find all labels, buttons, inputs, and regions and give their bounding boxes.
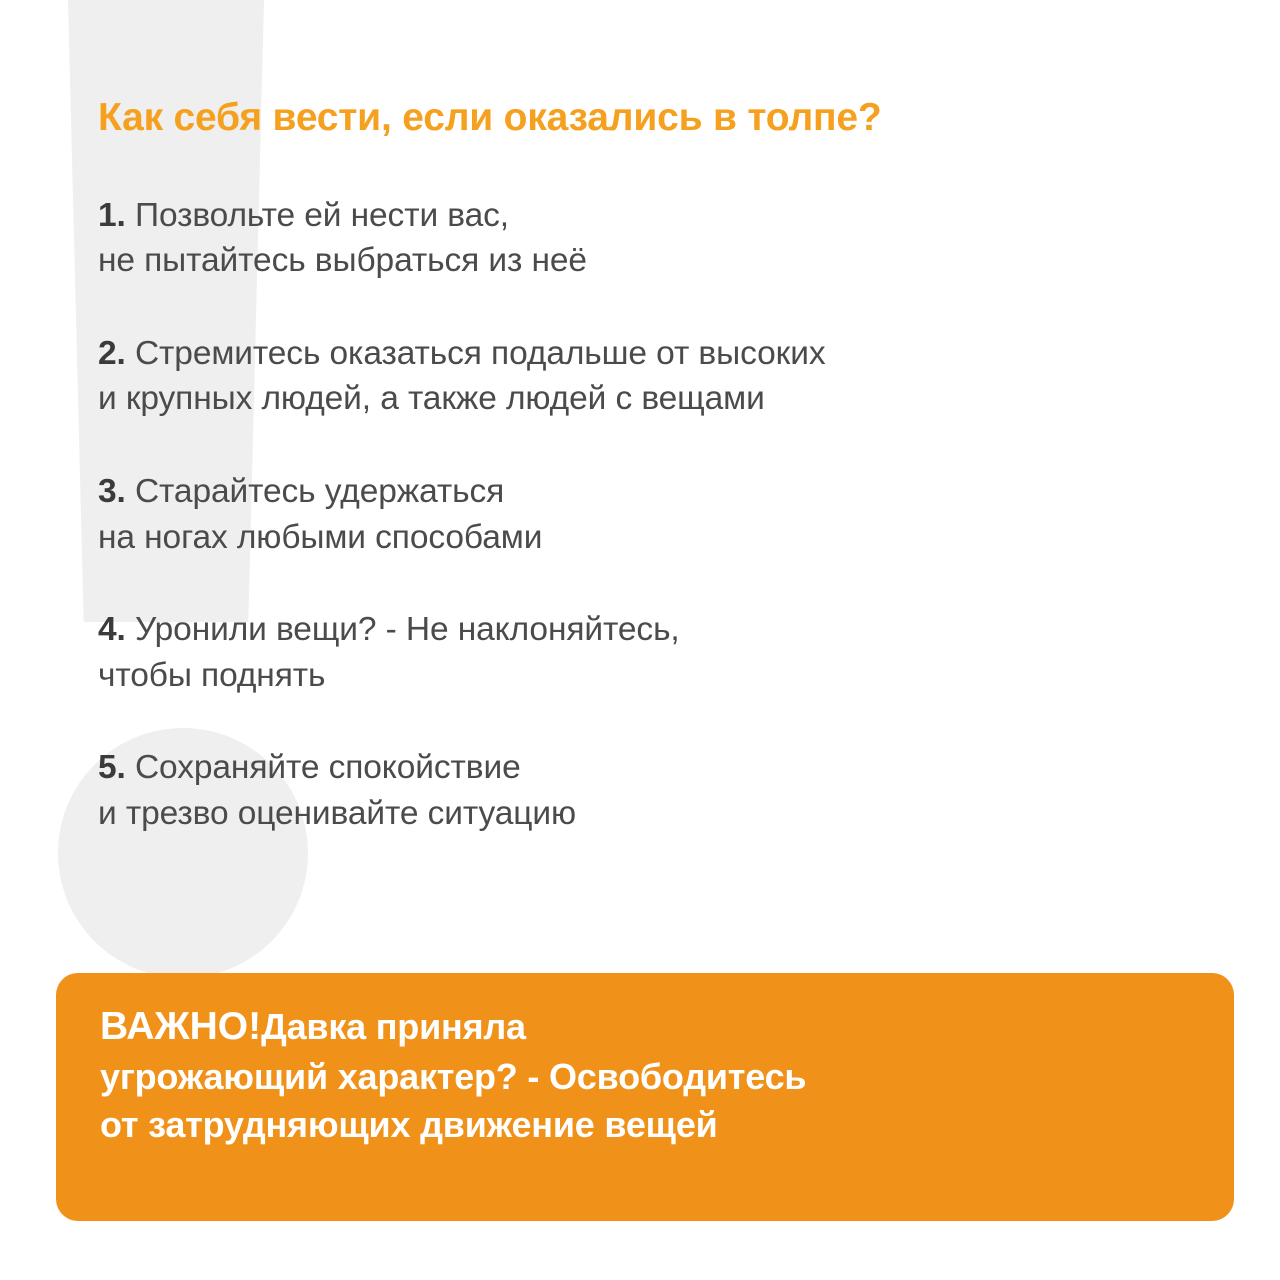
tip-number: 5. xyxy=(98,749,126,787)
tip-text-line: Стремитесь оказаться подальше от высоких xyxy=(134,334,826,372)
list-item xyxy=(98,607,1220,698)
list-item xyxy=(98,193,1220,284)
list-item xyxy=(98,331,1220,422)
tip-number: 3. xyxy=(98,473,126,511)
tip-text-line: не пытайтесь выбраться из неё xyxy=(98,242,587,280)
tip-text-line: Старайтесь удержаться xyxy=(134,473,505,511)
important-line: Давка приняла xyxy=(261,1006,526,1047)
list-item xyxy=(98,745,1220,836)
important-label: ВАЖНО! xyxy=(100,1005,262,1048)
tip-number: 4. xyxy=(98,611,126,649)
tip-text-line: Сохраняйте спокойствие xyxy=(134,749,521,787)
list-item xyxy=(98,469,1220,560)
important-text xyxy=(100,1001,1190,1149)
important-line: от затрудняющих движение вещей xyxy=(100,1103,718,1145)
tips-list xyxy=(98,193,1220,836)
tip-text-line: Позвольте ей нести вас, xyxy=(134,196,509,234)
important-line: угрожающий характер? - Освободитесь xyxy=(100,1055,807,1097)
page-title: Как себя вести, если оказались в толпе? xyxy=(98,96,882,139)
tip-text-line: и трезво оценивайте ситуацию xyxy=(98,794,576,832)
tip-number: 1. xyxy=(98,196,126,234)
tip-text-line: Уронили вещи? - Не наклоняйтесь, xyxy=(134,611,680,649)
tip-text-line: чтобы поднять xyxy=(98,656,326,694)
tip-text-line: и крупных людей, а также людей с вещами xyxy=(98,380,765,418)
important-callout xyxy=(56,973,1234,1221)
tip-number: 2. xyxy=(98,334,126,372)
tip-text-line: на ногах любыми способами xyxy=(98,518,543,556)
